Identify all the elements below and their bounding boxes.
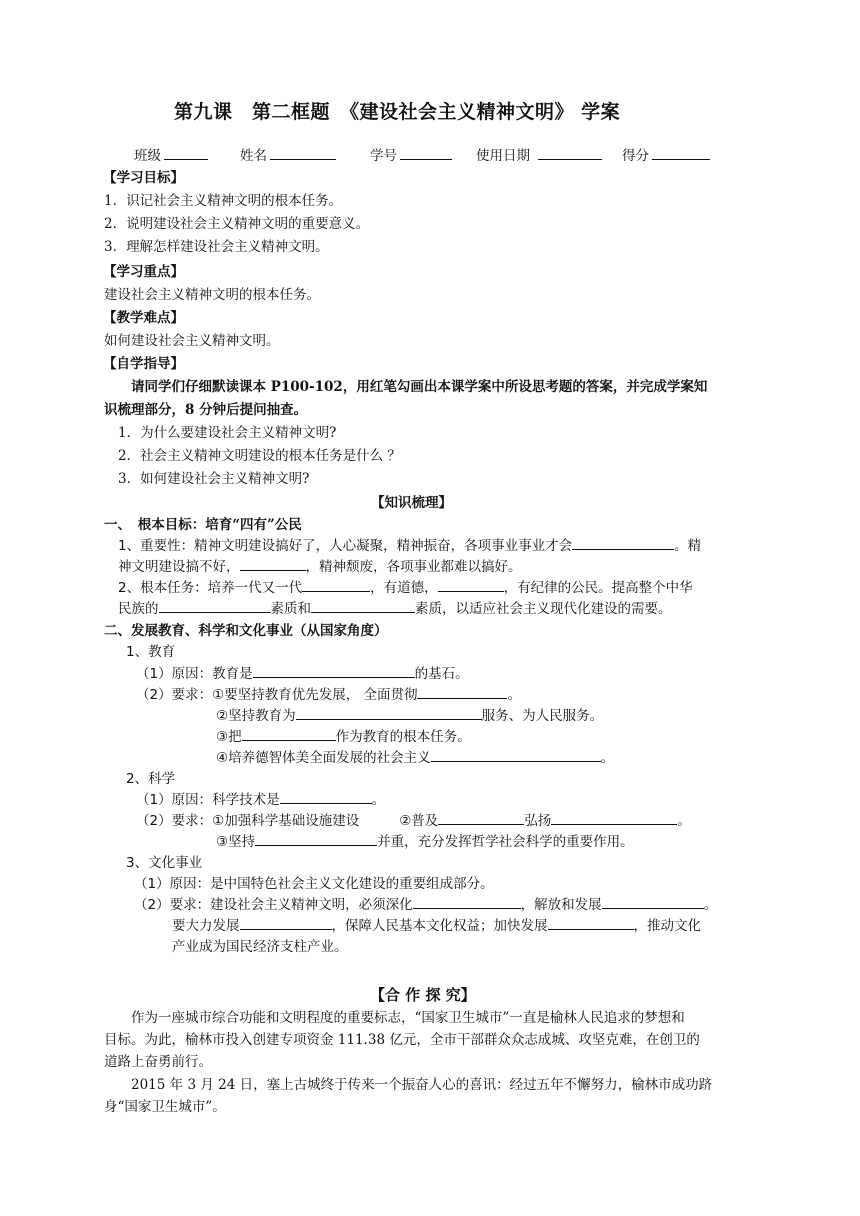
goals-heading: 【学习目标】: [103, 170, 184, 186]
key-points-heading: 【学习重点】: [103, 264, 184, 280]
fill-blank[interactable]: [438, 811, 524, 825]
edu-req-end: 。: [507, 687, 521, 703]
edu-req-3: ③把: [216, 729, 242, 745]
guide-question: 2．社会主义精神文明建设的根本任务是什么 ？: [118, 448, 401, 464]
cul-req-text: （2）要求：建设社会主义精神文明，必须深化: [134, 897, 413, 913]
coop-paragraph-2-cont: 身“国家卫生城市”。: [104, 1099, 226, 1115]
difficulty-heading: 【教学难点】: [103, 310, 184, 326]
fill-blank[interactable]: [431, 748, 601, 762]
date-blank[interactable]: [538, 146, 602, 160]
coop-paragraph: 作为一座城市综合功能和文明程度的重要标志，“国家卫生城市”一直是榆林人民追求的梦想和: [131, 1010, 685, 1026]
sci-req-promote: 弘扬: [524, 813, 552, 829]
cul-req-3c: ，推动文化: [633, 918, 701, 934]
fill-blank[interactable]: [311, 599, 415, 613]
fill-blank[interactable]: [242, 727, 336, 741]
task-text-2: ，有道德，: [370, 580, 438, 596]
task-text-4: 民族的: [118, 601, 159, 617]
culture-title: 3、文化事业: [126, 855, 203, 871]
coop-paragraph-2: 2015 年 3 月 24 日，塞上古城终于传来一个振奋人心的喜讯：经过五年不懈努力，榆林市成功跻: [131, 1077, 713, 1093]
sci-req-end: 。: [677, 813, 691, 829]
fill-blank[interactable]: [548, 916, 634, 930]
edu-req-4: ④培养德智体美全面发展的社会主义: [216, 750, 431, 766]
edu-req-3-end: 作为教育的根本任务。: [335, 729, 471, 745]
edu-req-4-end: 。: [600, 750, 615, 766]
fill-blank[interactable]: [602, 895, 704, 909]
edu-reason-end: 的基石。: [414, 666, 469, 682]
sci-req-3: ③坚持: [216, 834, 256, 850]
section-two-title: 二、发展教育、科学和文化事业（从国家角度）: [104, 623, 388, 639]
cul-reason-text: （1）原因：是中国特色社会主义文化建设的重要组成部分。: [134, 876, 494, 892]
score-label: 得分: [622, 148, 649, 164]
guide-question: 1．为什么要建设社会主义精神文明?: [118, 425, 337, 441]
knowledge-heading: 【知识梳理】: [371, 495, 452, 511]
importance-text-2: 神文明建设搞不好，: [118, 559, 240, 575]
class-label: 班级: [134, 148, 161, 164]
task-text: 2、根本任务：培养一代又一代: [118, 580, 303, 596]
goal-item: 3．理解怎样建设社会主义精神文明。: [104, 239, 329, 255]
task-text-5: 素质和: [270, 601, 311, 617]
fill-blank[interactable]: [438, 578, 504, 592]
page-title: 第九课 第二框题 《建设社会主义精神文明》 学案: [174, 101, 621, 123]
sci-reason-text: （1）原因：科学技术是: [136, 792, 280, 808]
fill-blank[interactable]: [296, 706, 482, 720]
importance-text-2-end: ，精神颓废，各项事业都难以搞好。: [305, 559, 522, 575]
student-id-label: 学号: [370, 148, 397, 164]
fill-blank[interactable]: [280, 790, 372, 804]
science-title: 2、科学: [126, 771, 176, 787]
fill-blank[interactable]: [302, 578, 370, 592]
cul-req-text-2: ，解放和发展: [520, 897, 602, 913]
sci-req-3-end: 并重，充分发挥哲学社会科学的重要作用。: [377, 834, 634, 850]
guide-heading: 【自学指导】: [103, 356, 184, 372]
fill-blank[interactable]: [417, 685, 507, 699]
fill-blank[interactable]: [551, 811, 677, 825]
importance-text: 1、重要性：精神文明建设搞好了，人心凝聚，精神振奋，各项事业事业才会: [118, 538, 573, 554]
student-id-blank[interactable]: [400, 146, 452, 160]
cul-req-4: 产业成为国民经济支柱产业。: [172, 939, 348, 955]
goal-item: 2．说明建设社会主义精神文明的重要意义。: [104, 216, 370, 232]
cul-req-3b: ，保障人民基本文化权益；加快发展: [331, 918, 548, 934]
fill-blank[interactable]: [159, 599, 271, 613]
fill-blank[interactable]: [572, 536, 674, 550]
cul-req-end: 。: [703, 897, 718, 913]
date-label: 使用日期: [476, 148, 530, 164]
name-label: 姓名: [240, 148, 267, 164]
fill-blank[interactable]: [240, 916, 332, 930]
fill-blank[interactable]: [413, 895, 521, 909]
edu-req-text: （2）要求：①要坚持教育优先发展， 全面贯彻: [136, 687, 418, 703]
importance-text-end: 。精: [674, 538, 702, 554]
name-blank[interactable]: [270, 146, 336, 160]
edu-req-2-end: 服务、为人民服务。: [481, 708, 604, 724]
class-blank[interactable]: [164, 146, 208, 160]
coop-paragraph-cont: 道路上奋勇前行。: [104, 1054, 212, 1070]
fill-blank[interactable]: [253, 664, 415, 678]
cul-req-3: 要大力发展: [172, 918, 240, 934]
edu-req-2: ②坚持教育为: [216, 708, 296, 724]
fill-blank[interactable]: [240, 557, 306, 571]
education-title: 1、教育: [126, 644, 176, 660]
section-one-title: 一、 根本目标：培育“四有”公民: [104, 517, 302, 533]
task-text-6: 素质，以适应社会主义现代化建设的需要。: [415, 601, 672, 617]
fill-blank[interactable]: [255, 832, 377, 846]
key-points-text: 建设社会主义精神文明的根本任务。: [104, 287, 320, 303]
task-text-3: ，有纪律的公民。提高整个中华: [503, 580, 693, 596]
coop-paragraph-cont: 目标。为此，榆林市投入创建专项资金 111.38 亿元，全市干部群众众志成城、攻坚克难，在创卫的: [104, 1032, 700, 1048]
sci-reason-end: 。: [371, 792, 386, 808]
score-blank[interactable]: [652, 146, 710, 160]
cooperation-heading: 【合 作 探 究】: [370, 986, 476, 1004]
guide-paragraph-cont: 识梳理部分，8 分钟后提问抽查。: [104, 402, 308, 418]
guide-paragraph: 请同学们仔细默读课本 P100-102，用红笔勾画出本课学案中所设思考题的答案，并完成学案知: [131, 379, 708, 395]
sci-req-popularize: ②普及: [399, 813, 439, 829]
guide-question: 3．如何建设社会主义精神文明?: [118, 471, 310, 487]
difficulty-text: 如何建设社会主义精神文明。: [104, 333, 280, 349]
sci-req-text: （2）要求：①加强科学基础设施建设: [136, 813, 360, 829]
goal-item: 1．识记社会主义精神文明的根本任务。: [104, 193, 343, 209]
edu-reason-text: （1）原因：教育是: [136, 666, 253, 682]
